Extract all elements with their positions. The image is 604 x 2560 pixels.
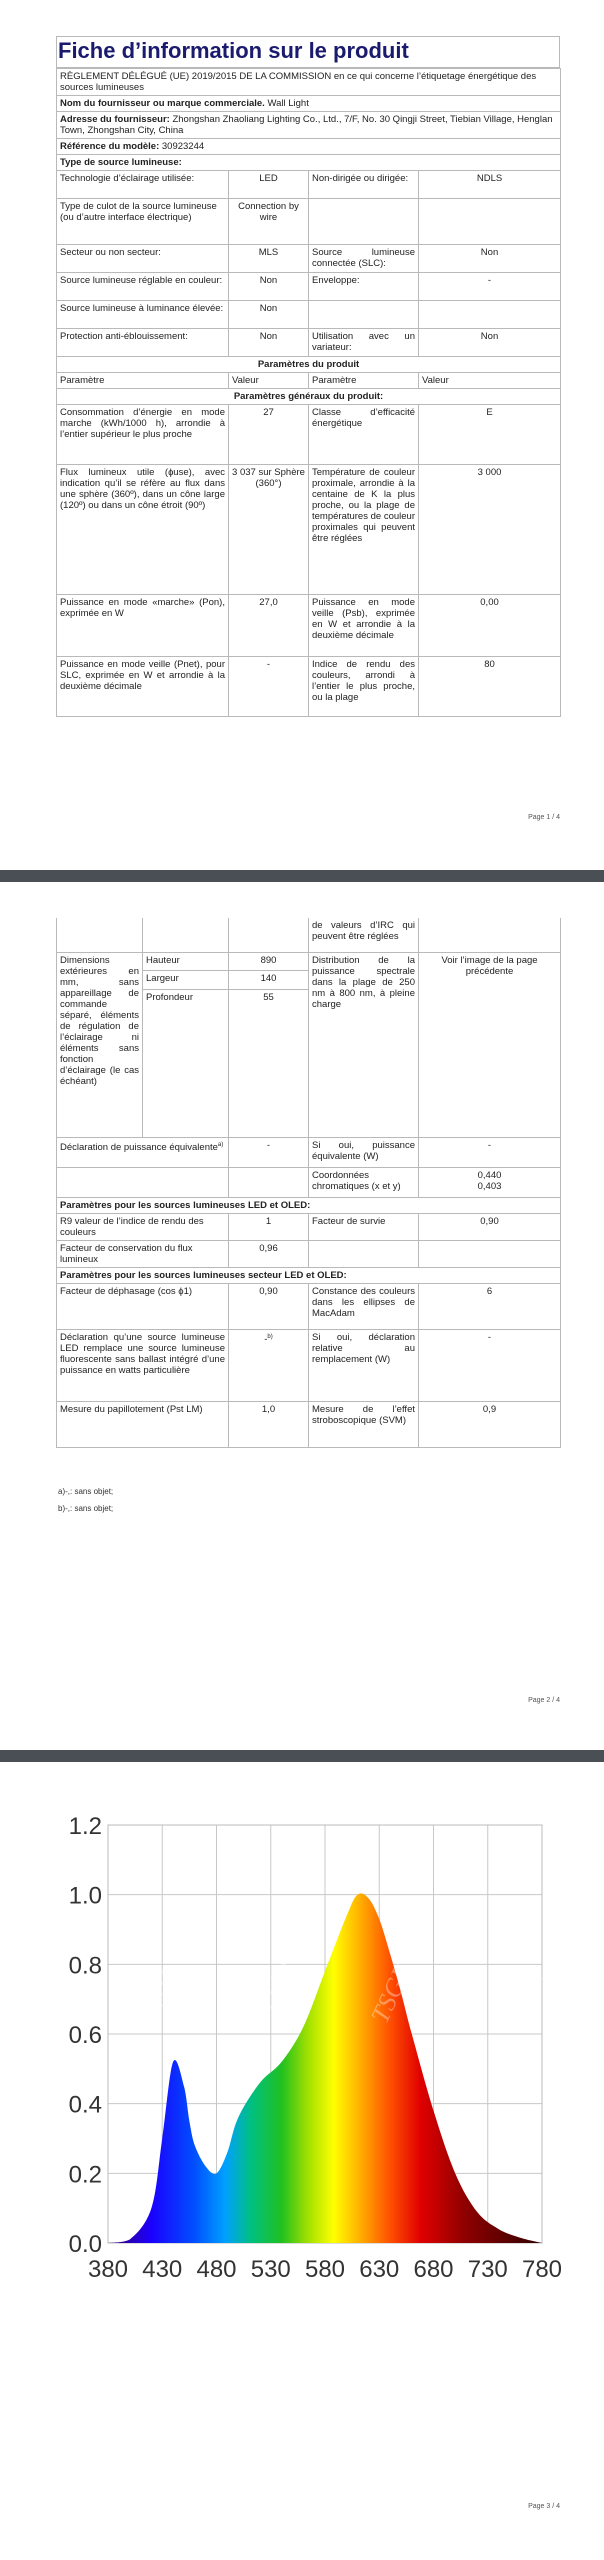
y-tick-label: 0.4 [68, 2091, 102, 2119]
y-tick-label: 0.8 [68, 1952, 102, 1980]
tech-label: Technologie d’éclairage utilisée: [57, 171, 229, 199]
watermark-text: TSGK [250, 1947, 304, 2018]
spectral-chart [56, 1805, 563, 2310]
type-header: Type de source lumineuse: [57, 155, 561, 171]
cri-continued: de valeurs d’IRC qui peuvent être réglées [309, 918, 419, 952]
envelope-value: - [419, 273, 561, 301]
equiv-value: - [229, 1137, 309, 1167]
dimmer-label: Utilisation avec un variateur: [309, 329, 419, 357]
watermark-text: TSGK [130, 1967, 184, 2038]
params-header: Paramètres du produit [57, 357, 561, 373]
strobo-label: Mesure de l’effet stroboscopique (SVM) [309, 1401, 419, 1447]
y-tick-labels [69, 1813, 102, 2258]
width-label: Largeur [143, 971, 229, 990]
cri-label: Indice de rendu des couleurs, arrondi à l’entier le plus proche, ou la plage [309, 657, 419, 717]
dims-label: Dimensions extérieures en mm, sans appareillage de commande séparé, éléments de régulation de l’éclairage ni éléments sans fonction d’éclairage (le cas échéant) [57, 952, 143, 1137]
nondir-value: NDLS [419, 171, 561, 199]
model-value: 30923244 [161, 141, 205, 152]
col-value-2: Valeur [419, 373, 561, 389]
x-tick-label: 430 [142, 2256, 183, 2283]
eclass-label: Classe d’efficacité énergétique [309, 405, 419, 465]
phase-value: 0,90 [229, 1283, 309, 1329]
flux-value: 3 037 sur Sphère (360°) [229, 465, 309, 595]
regulation-text: RÈGLEMENT DÉLÉGUÉ (UE) 2019/2015 DE LA COMMISSION en ce qui concerne l’étiquetage énergétique des sources lumineuses [57, 69, 561, 96]
color-value: Non [229, 273, 309, 301]
pnet-value: - [229, 657, 309, 717]
replace-w-label: Si oui, déclaration relative au remplacement (W) [309, 1329, 419, 1401]
dimmer-value: Non [419, 329, 561, 357]
envelope-label: Enveloppe: [309, 273, 419, 301]
replace-note-mark: b) [267, 1333, 273, 1340]
page-separator-2 [0, 1750, 604, 1762]
info-table-2 [56, 918, 561, 1448]
pon-value: 27,0 [229, 595, 309, 657]
y-tick-label: 0.0 [68, 2231, 102, 2258]
depth-label: Profondeur [143, 989, 229, 1137]
consumption-label: Consommation d’énergie en mode marche (kWh/1000 h), arrondie à l’entier supérieur le plus proche [57, 405, 229, 465]
pon-label: Puissance en mode «marche» (Pon), exprimée en W [57, 595, 229, 657]
slc-value: Non [419, 245, 561, 273]
watermark-text: TSGK [365, 1957, 419, 2028]
watermark-text: TSGK [495, 1967, 549, 2038]
flicker-value: 1,0 [229, 1401, 309, 1447]
glare-value: Non [229, 329, 309, 357]
glare-label: Protection anti-éblouissement: [57, 329, 229, 357]
page-title: Fiche d’information sur le produit [58, 38, 409, 63]
model-label: Référence du modèle: [60, 141, 160, 152]
page-number-3: Page 3 / 4 [528, 2503, 560, 2510]
lumen-value: 0,96 [229, 1240, 309, 1267]
x-tick-label: 630 [359, 2256, 400, 2283]
slc-label: Source lumineuse connectée (SLC): [309, 245, 419, 273]
col-param-1: Paramètre [57, 373, 229, 389]
pnet-label: Puissance en mode veille (Pnet), pour SLC, exprimée en W et arrondie à la deuxième décimale [57, 657, 229, 717]
led-header: Paramètres pour les sources lumineuses LED et OLED: [57, 1197, 561, 1213]
page-number-2: Page 2 / 4 [528, 1697, 560, 1704]
psb-value: 0,00 [419, 595, 561, 657]
width-value: 140 [229, 971, 309, 990]
depth-value: 55 [229, 989, 309, 1137]
x-tick-label: 730 [467, 2256, 508, 2283]
eclass-value: E [419, 405, 561, 465]
replace-label: Déclaration qu’une source lumineuse LED remplace une source lumineuse fluorescente sans ballast intégré d’une puissance en watts particulière [57, 1329, 229, 1401]
chroma-label: Coordonnées chromatiques (x et y) [309, 1167, 419, 1197]
page-separator-1 [0, 870, 604, 882]
x-tick-label: 480 [196, 2256, 237, 2283]
x-tick-label: 580 [304, 2256, 346, 2283]
y-tick-label: 1.2 [68, 1813, 102, 1840]
hilum-value: Non [229, 301, 309, 329]
x-tick-label: 380 [87, 2256, 129, 2283]
phase-label: Facteur de déphasage (cos ϕ1) [57, 1283, 229, 1329]
nondir-label: Non-dirigée ou dirigée: [309, 171, 419, 199]
psb-label: Puissance en mode veille (Psb), exprimée en W et arrondie à la deuxième décimale [309, 595, 419, 657]
info-table-1 [56, 68, 561, 717]
equiv-w-label: Si oui, puissance équivalente (W) [309, 1137, 419, 1167]
flicker-label: Mesure du papillotement (Pst LM) [57, 1401, 229, 1447]
page-1 [0, 0, 604, 870]
hilum-label: Source lumineuse à luminance élevée: [57, 301, 229, 329]
spd-value: Voir l’image de la page précédente [419, 952, 561, 1137]
height-label: Hauteur [143, 952, 229, 971]
macadam-value: 6 [419, 1283, 561, 1329]
address-value: Zhongshan Zhaoliang Lighting Co., Ltd., 7/F, No. 30 Qingji Street, Tiebian Village, Henglan Town, Zhongshan City, China [60, 114, 553, 136]
address-label: Adresse du fournisseur: [60, 114, 170, 125]
lumen-label: Facteur de conservation du flux lumineux [57, 1240, 229, 1267]
equiv-label: Déclaration de puissance équivalente [60, 1141, 218, 1153]
r9-value: 1 [229, 1213, 309, 1240]
cap-value: Connection by wire [229, 199, 309, 245]
consumption-value: 27 [229, 405, 309, 465]
x-tick-label: 530 [250, 2256, 291, 2283]
cap-label: Type de culot de la source lumineuse [60, 201, 217, 212]
macadam-label: Constance des couleurs dans les ellipses de MacAdam [309, 1283, 419, 1329]
supplier-label: Nom du fournisseur ou marque commerciale. [60, 98, 265, 109]
col-param-2: Paramètre [309, 373, 419, 389]
x-tick-labels [88, 2256, 562, 2283]
equiv-note-mark: a) [217, 1141, 224, 1148]
general-header: Paramètres généraux du produit: [57, 389, 561, 405]
r9-label: R9 valeur de l’indice de rendu des couleurs [57, 1213, 229, 1240]
mains-header: Paramètres pour les sources lumineuses secteur LED et OLED: [57, 1267, 561, 1283]
footnote-b: b)-,: sans objet; [58, 1504, 114, 1513]
cri-value: 80 [419, 657, 561, 717]
cct-value: 3 000 [419, 465, 561, 595]
spectral-chart-svg [56, 1805, 563, 2310]
chroma-x: 0,440 [477, 1169, 502, 1181]
cct-label: Température de couleur proximale, arrondie à la centaine de K la plus proche, ou la plage de températures de couleur proximales qui peuvent être réglées [309, 465, 419, 595]
page-number-1: Page 1 / 4 [528, 814, 560, 821]
replace-w-value: - [419, 1329, 561, 1401]
page-2 [0, 882, 604, 1750]
col-value-1: Valeur [229, 373, 309, 389]
x-tick-label: 680 [413, 2256, 454, 2283]
mains-label: Secteur ou non secteur: [57, 245, 229, 273]
spd-label: Distribution de la puissance spectrale dans la plage de 250 nm à 800 nm, à pleine charge [309, 952, 419, 1137]
supplier-value: Wall Light [267, 98, 309, 109]
y-tick-label: 0.6 [68, 2022, 102, 2049]
flux-label: Flux lumineux utile (ɸuse), avec indication qu’il se réfère au flux dans une sphère (360º), dans un cône large (120º) ou dans un cône étroit (90º) [57, 465, 229, 595]
y-tick-label: 1.0 [68, 1882, 102, 1910]
y-tick-label: 0.2 [68, 2161, 102, 2189]
cap-label-2: (ou d’autre interface électrique) [60, 212, 192, 223]
tech-value: LED [229, 171, 309, 199]
strobo-value: 0,9 [419, 1401, 561, 1447]
footnote-a: a)-,: sans objet; [58, 1487, 114, 1496]
chroma-y: 0,403 [477, 1180, 502, 1192]
survival-value: 0,90 [419, 1213, 561, 1240]
replace-value: - [264, 1333, 268, 1345]
height-value: 890 [229, 952, 309, 971]
mains-value: MLS [229, 245, 309, 273]
equiv-w-value: - [419, 1137, 561, 1167]
survival-label: Facteur de survie [309, 1213, 419, 1240]
color-label: Source lumineuse réglable en couleur: [57, 273, 229, 301]
x-tick-label: 780 [521, 2256, 563, 2283]
